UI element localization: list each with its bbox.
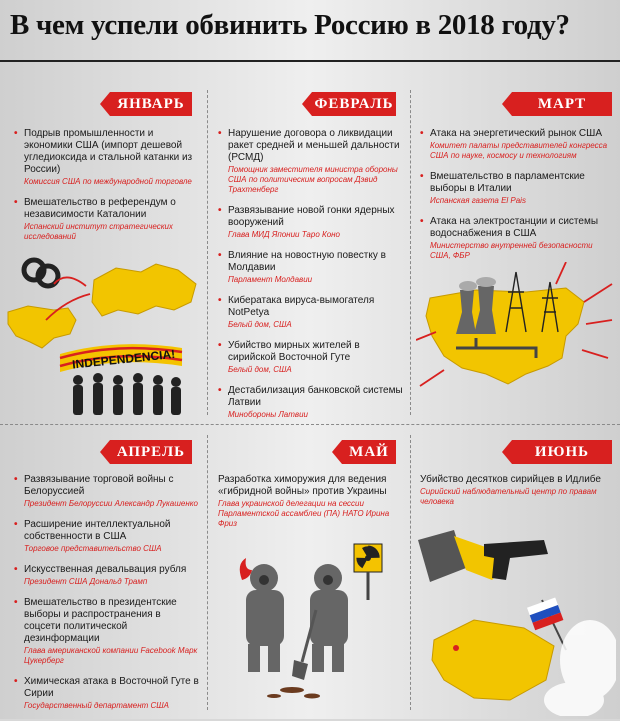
list-item: • Расширение интеллектуальной собственности в США Торговое представительство США [14,519,200,554]
divider-col-1-bottom [207,435,208,710]
list-item: • Развязывание новой гонки ядерных вооружений Глава МИД Японии Таро Коно [218,205,404,240]
list-item: • Подрыв промышленности и экономики США (импорт дешевой угледиоксида и стальной катанки из России) Комиссия США по международной торговле [14,128,200,187]
month-label-june: ИЮНЬ [512,440,612,464]
list-item: • Дестабилизация банковской системы Латвии Минобороны Латвии [218,385,404,420]
list-item: • Кибератака вируса-вымогателя NotPetya Белый дом, США [218,295,404,330]
list-item: • Химическая атака в Восточной Гуте в Сирии Государственный департамент США [14,676,200,711]
list-item: • Убийство мирных жителей в сирийской Восточной Гуте Белый дом, США [218,340,404,375]
smoke-icon [544,620,616,716]
usa-map-icon [8,306,76,348]
list-item: • Атака на электростанции и системы водоснабжения в США Министерство внутренней безопасности США, ФБР [420,216,610,261]
month-label-april: АПРЕЛЬ [110,440,192,464]
divider-col-2-top [410,90,411,415]
june-illustration [414,510,616,716]
month-label-january: ЯНВАРЬ [110,92,192,116]
russia-map-icon [92,264,196,316]
list-item: • Искусственная девальвация рубля Президент США Дональд Трамп [14,564,200,587]
list-item: • Развязывание торговой войны с Белоруссией Президент Белоруссии Александр Лукашенко [14,474,200,509]
hazmat-figure-icon [246,564,284,672]
divider-col-1-top [207,90,208,415]
hazmat-figure-icon [310,564,348,672]
february-list [218,128,404,430]
may-list [218,474,404,539]
svg-text:INDEPENDENCIA!: INDEPENDENCIA! [71,346,176,372]
protesters-icon [73,373,181,415]
list-item: • Влияние на новостную повестку в Молдавии Парламент Молдавии [218,250,404,285]
march-list [420,128,610,271]
usa-map-icon [426,288,584,384]
radiation-sign-icon [354,544,383,600]
list-item: • Вмешательство в парламентские выборы в Италии Испанская газета El Pais [420,171,610,206]
month-label-february: ФЕВРАЛЬ [312,92,396,116]
list-item: Разработка химоружия для ведения «гибридной войны» против Украины Глава украинской делегации на сессии Парламентской ассамблеи (ПА) НАТО Ирина Фриз [218,474,390,528]
independence-banner [60,344,182,372]
list-item: Убийство десятков сирийцев в Идлибе Сирийский наблюдательный центр по правам человека [420,474,601,506]
january-illustration [6,250,204,420]
dirt-icon [267,687,320,699]
january-list [14,128,200,252]
list-item: • Вмешательство в референдум о независимости Каталонии Испанский институт стратегических исследований [14,197,200,242]
march-illustration [416,262,616,418]
april-list [14,474,200,721]
month-label-march: МАРТ [512,92,612,116]
list-item: • Нарушение договора о ликвидации ракет средней и меньшей дальности (РСМД) Помощник заместителя министра обороны США по политическим вопросам Дэвид Трахтенберг [218,128,404,195]
month-label-may: МАЙ [342,440,396,464]
syria-map-icon [432,620,554,700]
list-item: • Атака на энергетический рынок США Комитет палаты представителей конгресса США по науке, космосу и технологиям [420,128,610,161]
title-rule [0,60,620,62]
may-illustration [212,540,408,716]
list-item: • Вмешательство в президентские выборы и распространения в соцсети политической дезинформации Глава американской компании Facebook Марк Цукерберг [14,597,200,666]
page-title: В чем успели обвинить Россию в 2018 году? [10,9,570,41]
divider-col-2-bottom [410,435,411,710]
tire-icon [24,260,58,286]
